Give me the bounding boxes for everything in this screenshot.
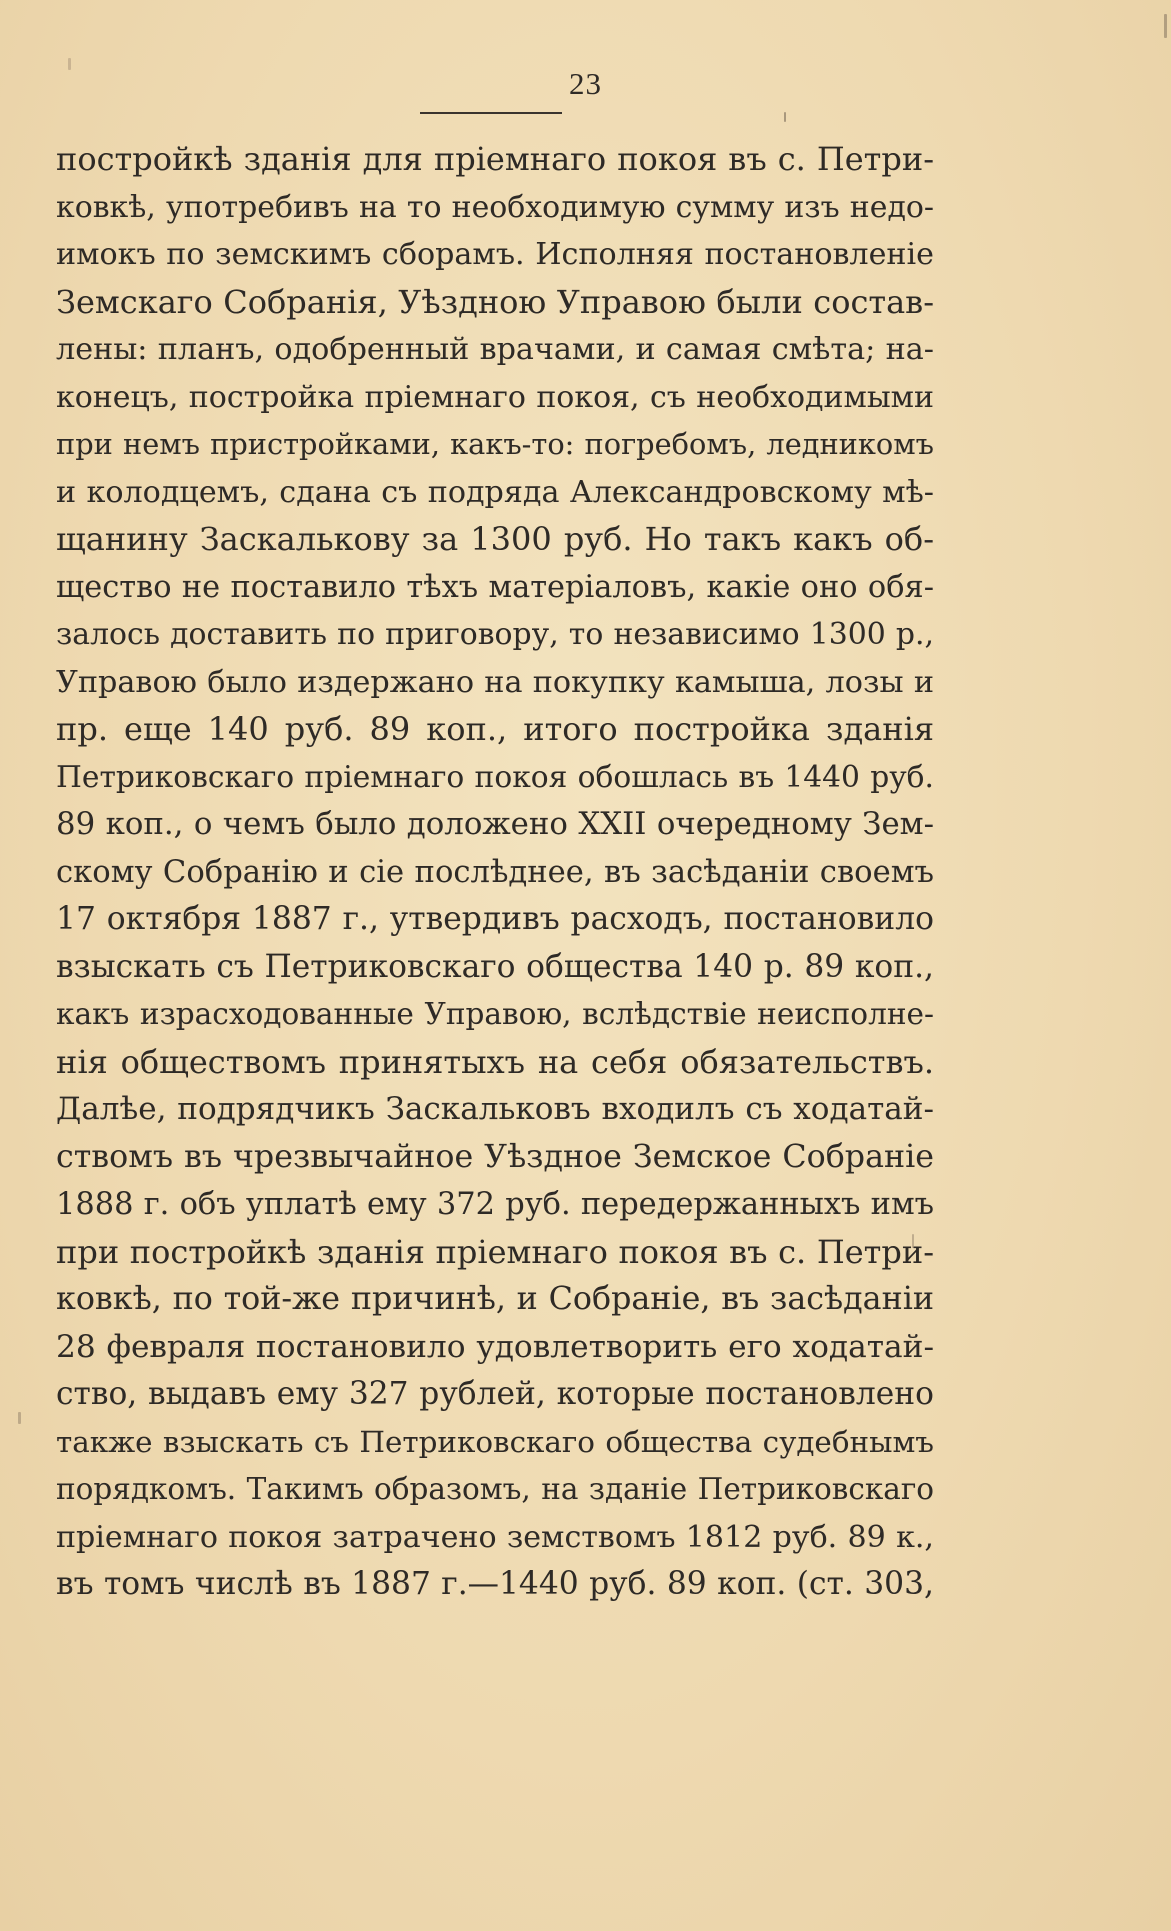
text-line: Петриковскаго пріемнаго покоя обошлась въ 1440 руб. <box>56 759 934 795</box>
header-rule <box>420 112 562 114</box>
text-line: скому Собранію и сіе послѣднее, въ засѣданіи своемъ <box>56 854 934 890</box>
text-line: 1888 г. объ уплатѣ ему 372 руб. передержанныхъ имъ <box>56 1187 934 1222</box>
text-line: пріемнаго покоя затрачено земствомъ 1812 руб. 89 к., <box>56 1519 934 1555</box>
text-line: какъ израсходованные Управою, вслѣдствіе неисполне- <box>56 997 934 1031</box>
text-line: постройкѣ зданія для пріемнаго покоя въ с. Петри- <box>56 140 934 178</box>
text-line: при постройкѣ зданія пріемнаго покоя въ с. Петри- <box>56 1232 934 1271</box>
text-line: порядкомъ. Такимъ образомъ, на зданіе Петриковскаго <box>56 1472 934 1506</box>
scan-speck <box>912 1234 914 1248</box>
text-line: Далѣе, подрядчикъ Заскальковъ входилъ съ ходатай- <box>56 1091 934 1127</box>
text-line: залось доставить по приговору, то независимо 1300 р., <box>56 617 934 652</box>
text-line: 28 февраля постановило удовлетворить его ходатай- <box>56 1328 934 1365</box>
text-line: Земскаго Собранія, Уѣздною Управою были состав- <box>56 282 934 321</box>
text-line: ковкѣ, по той-же причинѣ, и Собраніе, въ засѣданіи <box>56 1281 934 1317</box>
scan-speck <box>1164 14 1167 38</box>
text-line: Управою было издержано на покупку камыша, лозы и <box>56 664 934 700</box>
text-line: 89 коп., о чемъ было доложено XXII очередному Зем- <box>56 806 934 842</box>
scan-speck <box>784 112 786 122</box>
text-line: имокъ по земскимъ сборамъ. Исполняя постановленіе <box>56 237 934 272</box>
text-line: ство, выдавъ ему 327 рублей, которые постановлено <box>56 1376 934 1412</box>
body-text <box>56 136 934 1609</box>
scan-speck <box>68 58 71 70</box>
text-line: лены: планъ, одобренный врачами, и самая смѣта; на- <box>56 332 934 367</box>
text-line: въ томъ числѣ въ 1887 г.—1440 руб. 89 коп. (ст. 303, <box>56 1566 934 1602</box>
text-line: взыскать съ Петриковскаго общества 140 р. 89 коп., <box>56 948 934 985</box>
text-line: щество не поставило тѣхъ матеріаловъ, какіе оно обя- <box>56 569 934 605</box>
text-line: пр. еще 140 руб. 89 коп., итого постройка зданія <box>56 710 934 748</box>
text-line: нія обществомъ принятыхъ на себя обязательствъ. <box>56 1042 934 1081</box>
scan-speck <box>18 1412 21 1424</box>
text-line: также взыскать съ Петриковскаго общества судебнымъ <box>56 1424 934 1459</box>
text-line: ковкѣ, употребивъ на то необходимую сумму изъ недо- <box>56 189 934 225</box>
text-line: щанину Заскалькову за 1300 руб. Но такъ какъ об- <box>56 520 934 558</box>
text-line: 17 октября 1887 г., утвердивъ расходъ, постановило <box>56 901 934 937</box>
text-line: и колодцемъ, сдана съ подряда Александровскому мѣ- <box>56 474 934 510</box>
page-number: 23 <box>569 66 602 101</box>
text-line: ствомъ въ чрезвычайное Уѣздное Земское Собраніе <box>56 1138 934 1175</box>
text-line: при немъ пристройками, какъ-то: погребомъ, ледникомъ <box>56 427 934 461</box>
text-line: конецъ, постройка пріемнаго покоя, съ необходимыми <box>56 379 934 415</box>
